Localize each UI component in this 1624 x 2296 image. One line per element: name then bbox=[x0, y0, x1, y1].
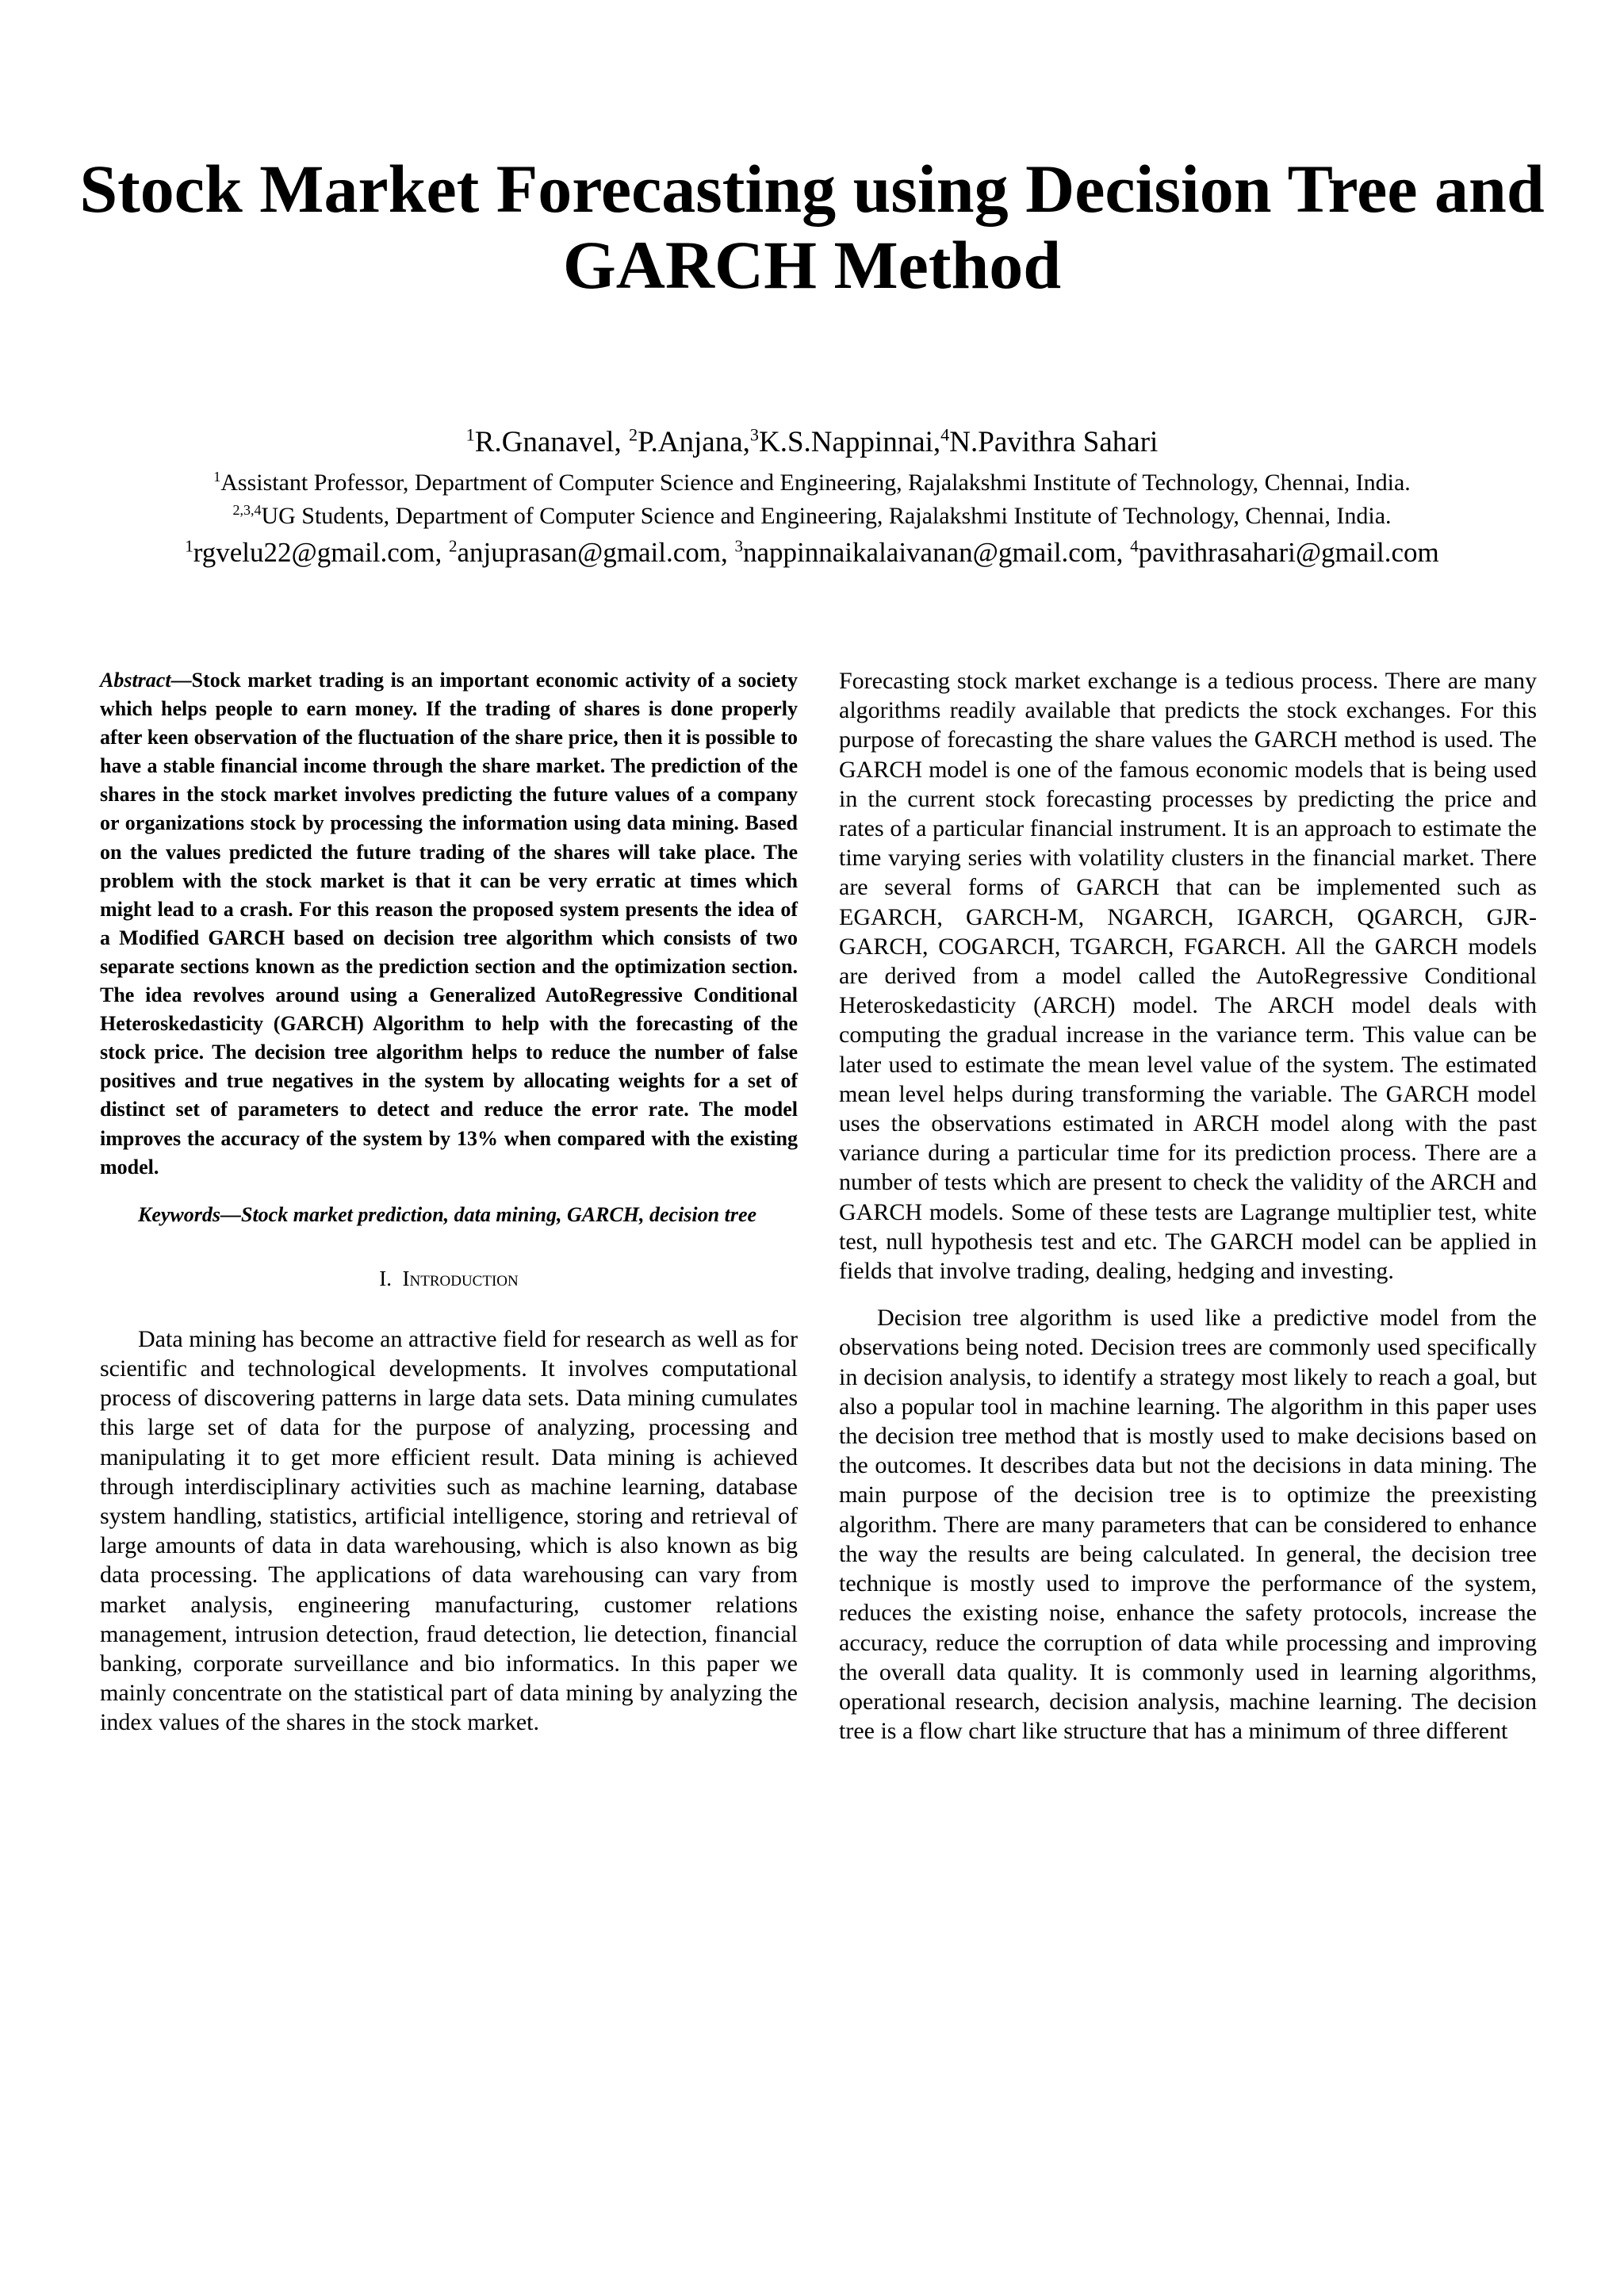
email-2[interactable]: $^2$anjuprasan@gmail.com, bbox=[448, 536, 735, 568]
abstract-text: —Stock market trading is an important economic activity of a society which helps people to earn money. If the trading of shares is done properly after keen observation of the fluctuation of the share price, then it is possible to have a stable financial income through the share market. The prediction of the shares in the stock market involves predicting the future values of a company or organizations stock by processing the information using data mining. Based on the values predicted the future trading of the shares will take place. The problem with the stock market is that it can be very erratic at times which might lead to a crash. For this reason the proposed system presents the idea of a Modified GARCH based on decision tree algorithm which consists of two separate sections known as the prediction section and the optimization section. The idea revolves around using a Generalized AutoRegressive Conditional Heteroskedasticity (GARCH) Algorithm to help with the forecasting of the stock price. The decision tree algorithm helps to reduce the number of false positives and true negatives in the system by allocating weights for a set of distinct set of parameters to detect and reduce the error rate. The model improves the accuracy of the system by 13% when compared with the existing model. bbox=[100, 669, 798, 1179]
email-4[interactable]: $^4$pavithrasahari@gmail.com bbox=[1130, 536, 1439, 568]
left-column bbox=[100, 666, 798, 1738]
intro-paragraph-2: Forecasting stock market exchange is a tedious process. There are many algorithms readily available that predicts the stock exchanges. For this purpose of forecasting the share values the GARCH method is used. The GARCH model is one of the famous economic models that is being used in the current stock forecasting processes by predicting the price and rates of a particular financial instrument. It is an approach to estimate the time varying series with volatility clusters in the financial market. There are several forms of GARCH that can be implemented such as EGARCH, GARCH-M, NGARCH, IGARCH, QGARCH, GJR-GARCH, COGARCH, TGARCH, FGARCH. All the GARCH models are derived from a model called the AutoRegressive Conditional Heteroskedasticity (ARCH) model. The ARCH model deals with computing the gradual increase in the variance term. This value can be later used to estimate the mean level value of the system. The estimated mean level helps during transforming the variable. The GARCH model uses the observations estimated in ARCH model along with the past variance during a particular time for its prediction process. There are a number of tests which are present to check the validity of the ARCH and GARCH models. Some of these tests are Lagrange multiplier test, white test, null hypothesis test and etc. The GARCH model can be applied in fields that involve trading, dealing, hedging and investing. bbox=[839, 668, 1537, 1285]
abstract-label: Abstract bbox=[100, 669, 171, 692]
email-1[interactable]: $^1$rgvelu22@gmail.com, bbox=[185, 536, 449, 568]
section-heading-introduction: I. Introduction bbox=[379, 1266, 519, 1290]
affiliation-2: $^{2,3,4}$UG Students, Department of Computer Science and Engineering, Rajalakshmi Institute of Technology, Chennai, India. bbox=[232, 502, 1392, 529]
author-list bbox=[79, 424, 1545, 461]
paper-title: Stock Market Forecasting using Decision Tree and GARCH Method bbox=[79, 151, 1545, 303]
author-4: $^4$N.Pavithra Sahari bbox=[940, 424, 1159, 458]
abstract bbox=[100, 666, 798, 1182]
intro-paragraph-3: Decision tree algorithm is used like a predictive model from the observations being noted. Decision trees are commonly used specifically in decision analysis, to identify a strategy most likely to reach a goal, but also a popular tool in machine learning. The algorithm in this paper uses the decision tree method that is mostly used to make decisions based on the outcomes. It describes data but not the decisions in data mining. The main purpose of the decision tree is to optimize the preexisting algorithm. There are many parameters that can be considered to enhance the way the results are being calculated. In general, the decision tree technique is mostly used to improve the performance of the system, reduces the existing noise, enhance the safety protocols, increase the accuracy, reduce the corruption of data while processing and improving the overall data quality. It is commonly used in learning algorithms, operational research, decision analysis, machine learning. The decision tree is a flow chart like structure that has a minimum of three different bbox=[839, 1305, 1537, 1745]
affiliation-1: $^1$Assistant Professor, Department of Computer Science and Engineering, Rajalakshmi Institute of Technology, Chennai, India. bbox=[213, 469, 1411, 496]
intro-paragraph-1: Data mining has become an attractive field for research as well as for scientific and technological developments. It involves computational process of discovering patterns in large data sets. Data mining cumulates this large set of data for the purpose of analyzing, processing and manipulating it to get more efficient result. Data mining is achieved through interdisciplinary activities such as machine learning, database system handling, statistics, artificial intelligence, storing and retrieval of large amounts of data in data warehousing, which is also known as big data processing. The applications of data warehousing can vary from market analysis, engineering manufacturing, customer relations management, intrusion detection, fraud detection, lie detection, financial banking, corporate surveillance and bio informatics. In this paper we mainly concentrate on the statistical part of data mining by analyzing the index values of the shares in the stock market. bbox=[100, 1325, 798, 1736]
author-1: $^1$R.Gnanavel, bbox=[465, 424, 629, 458]
author-2: $^2$P.Anjana, bbox=[628, 424, 750, 458]
right-column bbox=[839, 666, 1537, 1746]
keywords: Keywords—Stock market prediction, data mining, GARCH, decision tree bbox=[138, 1202, 757, 1226]
email-3[interactable]: $^3$nappinnaikalaivanan@gmail.com, bbox=[734, 536, 1131, 568]
author-3: $^3$K.S.Nappinnai, bbox=[749, 424, 941, 458]
author-emails bbox=[48, 535, 1576, 570]
